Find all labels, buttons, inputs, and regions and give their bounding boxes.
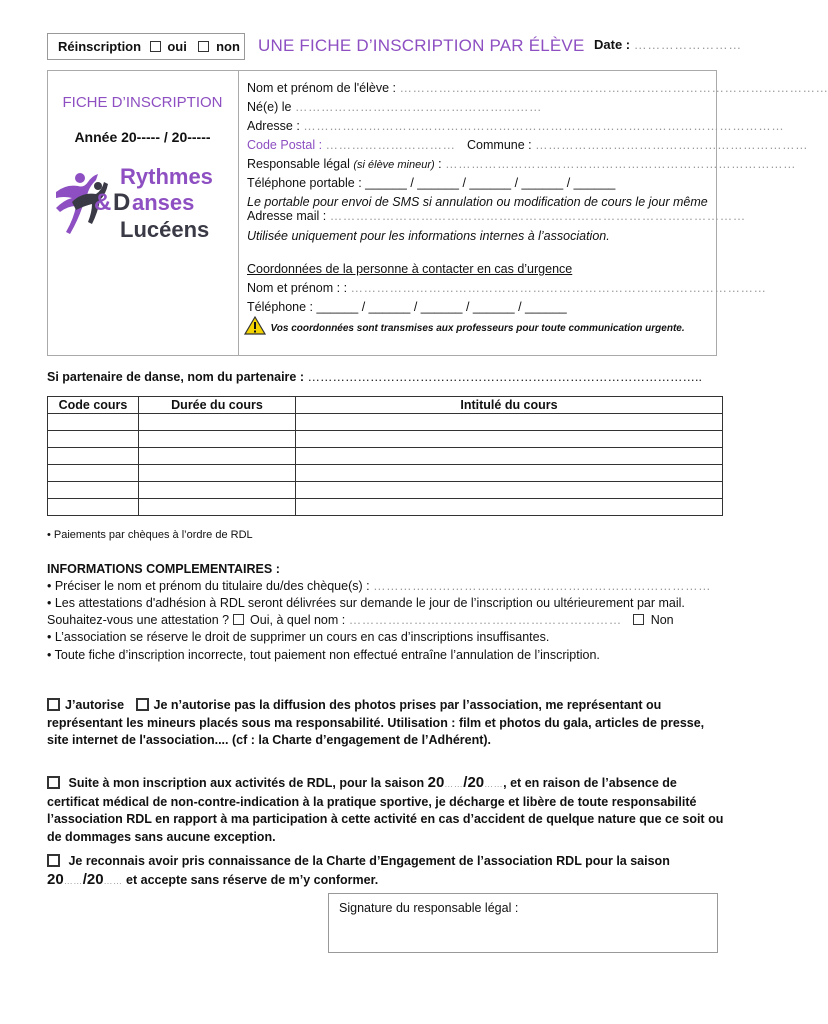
table-row xyxy=(48,482,723,499)
table-cell[interactable] xyxy=(296,431,723,448)
table-cell[interactable] xyxy=(139,465,296,482)
photos-text: Je n’autorise pas la diffusion des photos prises par l’association, me représentant ou représentant les mineurs placés sous ma responsabilité. Utilisation : film et photos du gala, articles de presse, site internet de l'association.... (cf : la Charte d’engagement de l’Adhérent). xyxy=(47,698,705,747)
partenaire-field[interactable] xyxy=(47,370,702,384)
charte-saison-dots-b[interactable]: …… xyxy=(103,875,123,886)
fiche-title: FICHE D’INSCRIPTION xyxy=(62,94,223,111)
code-postal-dots[interactable]: ………………………… xyxy=(325,138,456,152)
attestation-non-checkbox[interactable] xyxy=(633,614,644,625)
charte-saison-dots-a[interactable]: …… xyxy=(63,875,83,886)
attestation-oui-label: Oui, à quel nom : xyxy=(250,613,346,627)
autorise-label: J’autorise xyxy=(65,698,125,712)
warning-text: Vos coordonnées sont transmises aux professeurs pour toute communication urgente. xyxy=(270,323,685,334)
certificat-saison-dots-b[interactable]: …… xyxy=(484,779,504,789)
nom-eleve-field[interactable] xyxy=(247,81,828,95)
signature-label: Signature du responsable légal : xyxy=(339,901,519,915)
non-autorise-checkbox[interactable] xyxy=(136,698,149,711)
reinscription-box xyxy=(47,33,245,60)
commune-dots[interactable]: ……………………………………………………… xyxy=(535,138,809,152)
warning-icon xyxy=(244,316,266,335)
logo-line2: anses xyxy=(132,190,195,215)
code-postal-commune-row xyxy=(247,138,808,152)
photos-paragraph xyxy=(47,697,727,750)
titulaire-cheque-dots: …………………………………………………………………… xyxy=(373,579,712,593)
attestation-info: • Les attestations d'adhésion à RDL seront délivrées sur demande le jour de l’inscription ou ultérieurement par mail. xyxy=(47,596,685,610)
adresse-field[interactable] xyxy=(247,119,784,133)
col-intitule-cours: Intitulé du cours xyxy=(296,397,723,414)
responsable-field[interactable] xyxy=(247,157,796,171)
reinscription-label: Réinscription xyxy=(58,39,142,54)
info-divider xyxy=(238,70,239,356)
table-cell[interactable] xyxy=(48,448,139,465)
table-cell[interactable] xyxy=(48,499,139,516)
autorise-checkbox[interactable] xyxy=(47,698,60,711)
certificat-paragraph xyxy=(47,774,727,846)
certificat-saison-a: 20 xyxy=(427,774,445,791)
naissance-label: Né(e) le xyxy=(247,100,292,114)
reinscription-non-checkbox[interactable] xyxy=(198,41,209,52)
mail-note: Utilisée uniquement pour les informations internes à l’association. xyxy=(247,229,610,243)
urgence-tel-label: Téléphone : xyxy=(247,300,314,314)
nom-eleve-dots: ……………………………………………………………………………………… xyxy=(399,81,828,95)
date-dots: …………………… xyxy=(633,37,742,52)
table-cell[interactable] xyxy=(296,482,723,499)
logo-ampersand: & xyxy=(94,189,112,216)
responsable-colon: : xyxy=(438,157,442,171)
attestation-non-label: Non xyxy=(650,613,674,627)
table-row xyxy=(48,448,723,465)
attestation-oui-checkbox[interactable] xyxy=(233,614,244,625)
mail-label: Adresse mail : xyxy=(247,209,327,223)
titulaire-cheque-field[interactable] xyxy=(47,579,711,593)
rdl-logo xyxy=(52,162,232,242)
table-cell[interactable] xyxy=(296,414,723,431)
table-row xyxy=(48,499,723,516)
table-cell[interactable] xyxy=(139,482,296,499)
table-row xyxy=(48,465,723,482)
reinscription-oui-checkbox[interactable] xyxy=(150,41,161,52)
table-row xyxy=(48,431,723,448)
titulaire-cheque-label: • Préciser le nom et prénom du titulaire du/des chèque(s) : xyxy=(47,579,370,593)
charte-paragraph xyxy=(47,853,727,890)
partenaire-dots: ………………………………………………………………………………….. xyxy=(307,370,702,384)
charte-text-before: Je reconnais avoir pris connaissance de la Charte d’Engagement de l’association RDL pour la saison xyxy=(68,854,670,868)
col-code-cours: Code cours xyxy=(48,397,139,414)
annee-label: Année 20----- / 20----- xyxy=(74,129,211,145)
certificat-saison-dots-a[interactable]: …… xyxy=(444,779,464,789)
table-cell[interactable] xyxy=(296,465,723,482)
logo-line1: Rythmes xyxy=(120,164,213,189)
portable-note: Le portable pour envoi de SMS si annulation ou modification de cours le jour même xyxy=(247,195,708,209)
annulation-info: • Toute fiche d’inscription incorrecte, tout paiement non effectué entraîne l’annulation de l’inscription. xyxy=(47,648,600,662)
logo-d: D xyxy=(113,189,131,216)
charte-saison-a: 20 xyxy=(47,870,64,888)
responsable-label: Responsable légal xyxy=(247,157,350,171)
table-cell[interactable] xyxy=(296,499,723,516)
urgence-tel-field[interactable] xyxy=(247,300,567,314)
urgence-tel-blanks: ______ / ______ / ______ / ______ / ______ xyxy=(316,300,567,314)
naissance-dots: ………………………………………………… xyxy=(294,100,542,114)
table-cell[interactable] xyxy=(139,499,296,516)
suppression-cours-info: • L’association se réserve le droit de supprimer un cours en cas d’inscriptions insuffisantes. xyxy=(47,630,550,644)
cours-table xyxy=(47,396,723,516)
certificat-text-before: Suite à mon inscription aux activités de RDL, pour la saison xyxy=(68,776,425,790)
code-postal-label: Code Postal : xyxy=(247,138,323,152)
date-label: Date : xyxy=(594,37,631,52)
reinscription-non-label: non xyxy=(216,39,240,54)
responsable-note: (si élève mineur) xyxy=(353,159,435,171)
mail-field[interactable] xyxy=(247,209,746,223)
info-comp-title: INFORMATIONS COMPLEMENTAIRES : xyxy=(47,562,280,576)
certificat-checkbox[interactable] xyxy=(47,776,60,789)
table-cell[interactable] xyxy=(48,465,139,482)
table-cell[interactable] xyxy=(139,448,296,465)
tel-portable-field[interactable] xyxy=(247,176,615,190)
table-cell[interactable] xyxy=(48,482,139,499)
commune-label: Commune : xyxy=(467,138,532,152)
mail-dots: …………………………………………………………………………………… xyxy=(329,209,746,223)
warning-row xyxy=(244,316,685,336)
tel-portable-label: Téléphone portable : xyxy=(247,176,362,190)
reinscription-oui-label: oui xyxy=(167,39,187,54)
cours-table-header xyxy=(48,397,723,414)
naissance-field[interactable] xyxy=(247,100,542,114)
charte-checkbox[interactable] xyxy=(47,854,60,867)
date-field[interactable] xyxy=(594,37,742,52)
tel-portable-blanks: ______ / ______ / ______ / ______ / ______ xyxy=(365,176,616,190)
attestation-row xyxy=(47,613,674,627)
urgence-nom-label: Nom et prénom : : xyxy=(247,281,348,295)
logo-line3: Lucéens xyxy=(120,217,210,242)
adresse-label: Adresse : xyxy=(247,119,300,133)
table-cell[interactable] xyxy=(48,431,139,448)
nom-eleve-label: Nom et prénom de l'élève : xyxy=(247,81,396,95)
attestation-question: Souhaitez-vous une attestation ? xyxy=(47,613,230,627)
table-cell[interactable] xyxy=(139,431,296,448)
table-cell[interactable] xyxy=(296,448,723,465)
paiements-note: • Paiements par chèques à l’ordre de RDL xyxy=(47,529,253,541)
charte-saison-b: /20 xyxy=(82,870,104,888)
urgence-title: Coordonnées de la personne à contacter en cas d’urgence xyxy=(247,262,573,276)
urgence-nom-field[interactable] xyxy=(247,281,767,295)
signature-box[interactable] xyxy=(328,893,718,953)
table-cell[interactable] xyxy=(139,414,296,431)
table-row xyxy=(48,414,723,431)
partenaire-label: Si partenaire de danse, nom du partenaire : xyxy=(47,370,305,384)
table-cell[interactable] xyxy=(48,414,139,431)
col-duree-cours: Durée du cours xyxy=(139,397,296,414)
attestation-nom-dots[interactable]: ……………………………………………………… xyxy=(348,613,622,627)
adresse-dots: ………………………………………………………………………………………………… xyxy=(303,119,785,133)
certificat-text-after: , et en raison de l’absence de certificat médical de non-contre-indication à la pratique sportive, je décharge et libère de toute responsabilité l’association RDL en rapport à ma participation à cette activité en cas d’accident de quelque nature que ce soit ou de dommages sans aucune exception. xyxy=(47,776,724,844)
responsable-dots: ……………………………………………………………………… xyxy=(445,157,797,171)
urgence-nom-dots: …………………………………………………………………………………… xyxy=(350,281,767,295)
page-title: UNE FICHE D’INSCRIPTION PAR ÉLÈVE xyxy=(258,36,585,55)
certificat-saison-b: /20 xyxy=(463,774,485,791)
charte-text-after: et accepte sans réserve de m’y conformer. xyxy=(126,872,379,887)
